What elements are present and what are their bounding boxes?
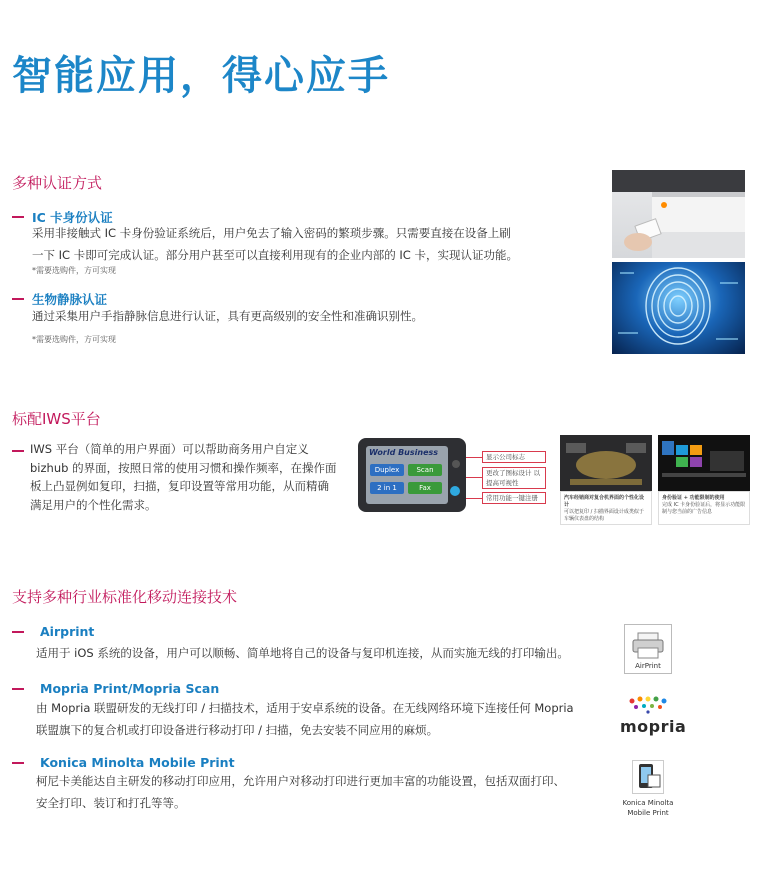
callout-icons: 更改了图标设计 以提高可视性	[482, 467, 546, 489]
shot1-caption	[560, 491, 652, 525]
km-mobile-print-icon	[632, 760, 664, 794]
km-icon-label	[616, 798, 680, 818]
iws-line-4: 满足用户的个性化需求。	[30, 497, 157, 512]
shot2-caption-text: 完成 IC 卡身份验证后，将显示功能限制与您当前的广告信息	[662, 502, 746, 515]
mopria-description	[36, 697, 574, 741]
callout-connector	[466, 477, 482, 478]
shot1-caption-text: 可以把复印 / 扫描界面设计成类似于车辆仪表盘的结构	[564, 509, 644, 522]
airprint-heading	[12, 624, 94, 639]
mopria-heading	[12, 681, 219, 696]
bullet-dash	[12, 631, 24, 633]
bullet-dash	[12, 216, 24, 218]
airprint-title: Airprint	[40, 624, 95, 639]
km-line-1: 柯尼卡美能达自主研发的移动打印应用，允许用户对移动打印进行更加丰富的功能设置，包括双面打印、	[36, 774, 565, 788]
mopria-title: Mopria Print/Mopria Scan	[40, 681, 220, 696]
ic-note: *需要选购件，方可实现	[32, 266, 116, 275]
iws-description	[30, 440, 337, 514]
vein-note: *需要选购件，方可实现	[32, 335, 116, 344]
airprint-description	[36, 642, 569, 664]
bullet-dash	[12, 298, 24, 300]
airprint-icon	[624, 624, 672, 674]
auth-section-heading: 多种认证方式	[12, 174, 103, 192]
bullet-dash	[12, 688, 24, 690]
start-button[interactable]	[450, 486, 460, 496]
panel-key[interactable]	[452, 460, 460, 468]
airprint-label: AirPrint	[635, 662, 661, 670]
scan-button[interactable]: Scan	[408, 464, 442, 476]
km-description	[36, 770, 565, 814]
2in1-button[interactable]: 2 in 1	[370, 482, 404, 494]
mopria-logo-text: mopria	[620, 717, 687, 736]
ic-auth-screen-shot	[658, 435, 750, 525]
mopria-line-2: 联盟旗下的复合机或打印设备进行移动打印 / 扫描，免去安装不同应用的麻烦。	[36, 723, 439, 737]
fax-button[interactable]: Fax	[408, 482, 442, 494]
iws-line-3: 板上凸显例如复印，扫描，复印设置等常用功能，从而精确	[30, 479, 329, 493]
km-line-2: 安全打印、装订和打孔等等。	[36, 796, 186, 810]
vein-line-1: 通过采集用户手指静脉信息进行认证，具有更高级别的安全性和准确识别性。	[32, 309, 423, 323]
duplex-button[interactable]: Duplex	[370, 464, 404, 476]
callout-one-touch: 常用功能一键注册	[482, 492, 546, 504]
ic-line-1: 采用非接触式 IC 卡身份验证系统后，用户免去了输入密码的繁琐步骤。只需要直接在设备上刷	[32, 226, 511, 240]
iws-logo: World Business	[369, 448, 439, 457]
ic-card-description	[32, 222, 518, 266]
bullet-dash	[12, 450, 24, 452]
iws-screen	[366, 446, 448, 504]
shot2-caption-title: 身份验证 + 功能限制的使用	[662, 495, 725, 501]
ic-card-title: IC 卡身份认证	[32, 210, 113, 225]
iws-line-2: bizhub 的界面，按照日常的使用习惯和操作频率，在操作面	[30, 460, 337, 475]
km-icon-label-1: Konica Minolta	[622, 799, 674, 807]
callout-connector	[466, 457, 482, 458]
page-title: 智能应用，得心应手	[12, 53, 390, 99]
iws-bullet	[12, 450, 32, 452]
iws-line-1: IWS 平台（简单的用户界面）可以帮助商务用户自定义	[30, 442, 309, 456]
km-heading	[12, 755, 235, 770]
callout-connector	[466, 498, 482, 499]
shot2-caption	[658, 491, 750, 525]
ic-line-2: 一下 IC 卡即可完成认证。部分用户甚至可以直接利用现有的企业内部的 IC 卡，实现认证功能。	[32, 248, 518, 262]
iws-section-heading: 标配IWS平台	[12, 410, 101, 428]
mopria-logo	[614, 695, 686, 739]
shot1-caption-title: 汽车经销商对复合机界面的个性化设计	[564, 495, 645, 508]
vein-description	[32, 305, 423, 327]
vein-title: 生物静脉认证	[32, 292, 108, 307]
copier-ic-card-photo	[612, 170, 745, 258]
bullet-dash	[12, 762, 24, 764]
fingerprint-photo	[612, 262, 745, 354]
callout-logo: 显示公司标志	[482, 451, 546, 463]
iws-control-panel	[358, 438, 466, 512]
airprint-line-1: 适用于 iOS 系统的设备，用户可以顺畅、简单地将自己的设备与复印机连接，从而实施无线的打印输出。	[36, 646, 569, 660]
mobile-section-heading: 支持多种行业标准化移动连接技术	[12, 588, 238, 606]
car-dealer-screen-shot	[560, 435, 652, 525]
km-icon-label-2: Mobile Print	[627, 809, 669, 817]
mopria-line-1: 由 Mopria 联盟研发的无线打印 / 扫描技术，适用于安卓系统的设备。在无线网络环境下连接任何 Mopria	[36, 701, 574, 715]
km-title: Konica Minolta Mobile Print	[40, 755, 235, 770]
